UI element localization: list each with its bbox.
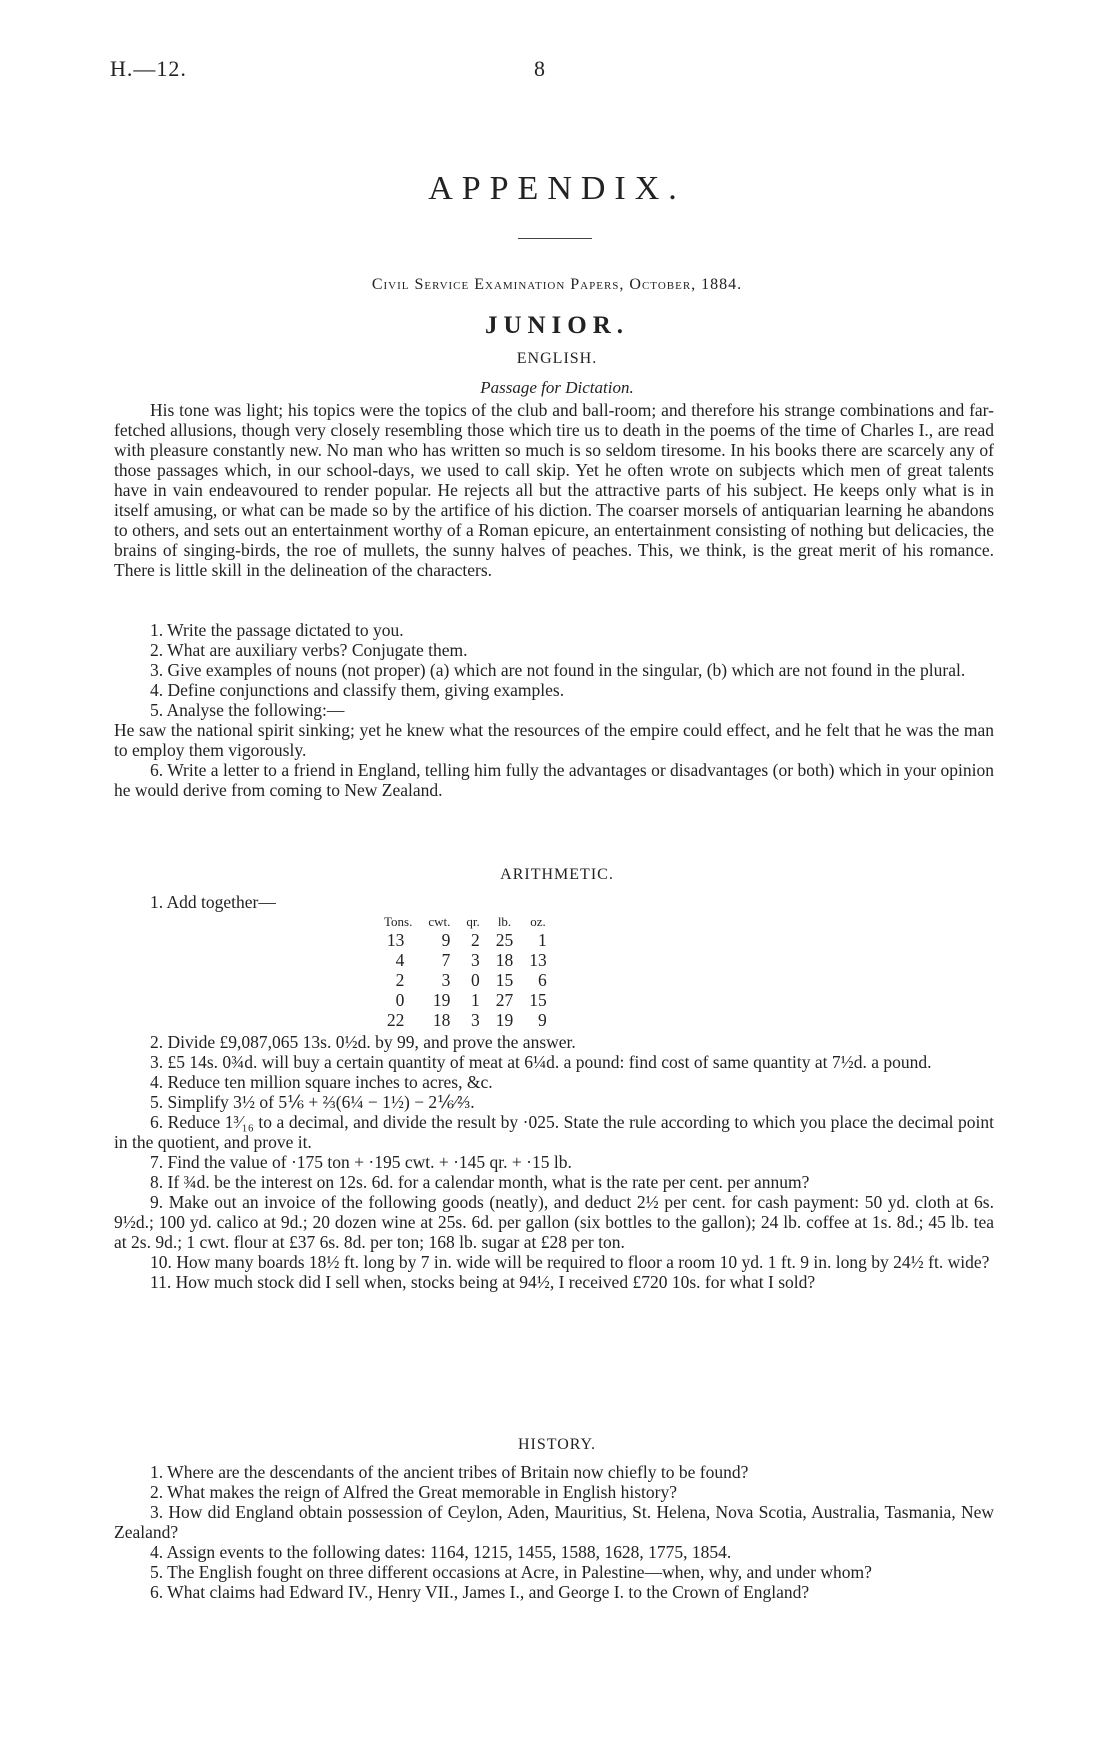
history-question: 3. How did England obtain possession of Ceylon, Aden, Mauritius, St. Helena, Nova Scotia, Australia, Tasmania, New Zealand? — [114, 1502, 994, 1542]
history-heading: HISTORY. — [517, 1436, 597, 1453]
english-heading: ENGLISH. — [516, 350, 598, 367]
english-question: 3. Give examples of nouns (not proper) (a) which are not found in the singular, (b) which are not found in the plural. — [150, 660, 966, 680]
table-row — [376, 950, 555, 970]
subtitle: Civil Service Examination Papers, October, 1884. — [371, 276, 743, 293]
table-cell: 15 — [495, 970, 514, 990]
table-cell: 15 — [529, 990, 547, 1010]
history-questions — [114, 1462, 994, 1602]
table-header-row — [376, 914, 555, 930]
table-cell: 13 — [529, 950, 547, 970]
passage-heading: Passage for Dictation. — [480, 378, 634, 397]
history-question: 1. Where are the descendants of the ancient tribes of Britain now chiefly to be found? — [150, 1462, 749, 1482]
analysis-sentence: He saw the national spirit sinking; yet he knew what the resources of the empire could effect, and he felt that he was the man to employ them vigorously. — [114, 720, 994, 760]
table-cell: 3 — [441, 970, 451, 990]
table-cell: 1 — [538, 930, 547, 950]
arithmetic-question: 7. Find the value of ·175 ton + ·195 cwt. + ·145 qr. + ·15 lb. — [150, 1152, 572, 1172]
table-cell: 18 — [495, 950, 514, 970]
table-cell: 1 — [471, 990, 480, 1010]
table-cell: 18 — [432, 1010, 451, 1030]
arithmetic-heading: ARITHMETIC. — [500, 866, 614, 883]
table-cell: 2 — [395, 970, 405, 990]
table-cell: 0 — [471, 970, 480, 990]
page-title: APPENDIX. — [428, 170, 686, 207]
table-cell: 7 — [441, 950, 451, 970]
dictation-passage — [114, 400, 994, 580]
history-question: 5. The English fought on three different occasions at Acre, in Palestine—when, why, and under whom? — [150, 1562, 872, 1582]
arithmetic-questions — [114, 1032, 994, 1292]
arithmetic-question: 3. £5 14s. 0¾d. will buy a certain quantity of meat at 6¼d. a pound: find cost of same quantity at 7½d. a pound. — [150, 1052, 932, 1072]
table-cell: 25 — [495, 930, 514, 950]
arithmetic-question: 10. How many boards 18½ ft. long by 7 in. wide will be required to floor a room 10 yd. 1 ft. 9 in. long by 24½ ft. wide? — [150, 1252, 990, 1272]
table-row — [376, 970, 555, 990]
arithmetic-question: 9. Make out an invoice of the following goods (neatly), and deduct 2½ per cent. for cash payment: 50 yd. cloth at 6s. 9½d.; 100 yd. calico at 9d.; 20 dozen wine at 25s. 6d. per gallon (six bottles to the gallon); 24 lb. coffee at 1s. 8d.; 45 lb. tea at 2s. 9d.; 1 cwt. flour at £37 6s. 8d. per ton; 168 lb. sugar at £28 per ton. — [114, 1192, 994, 1252]
english-question: 2. What are auxiliary verbs? Conjugate them. — [150, 640, 468, 660]
table-row — [376, 990, 555, 1010]
column-header: oz. — [530, 914, 546, 929]
title-divider — [518, 238, 592, 239]
table-row — [376, 930, 555, 950]
table-cell: 19 — [432, 990, 451, 1010]
table-cell: 22 — [386, 1010, 405, 1030]
history-question: 4. Assign events to the following dates: 1164, 1215, 1455, 1588, 1628, 1775, 1854. — [150, 1542, 732, 1562]
table-cell: 27 — [495, 990, 514, 1010]
history-question: 2. What makes the reign of Alfred the Great memorable in English history? — [150, 1482, 677, 1502]
arithmetic-question: 8. If ¾d. be the interest on 12s. 6d. for a calendar month, what is the rate per cent. per annum? — [150, 1172, 810, 1192]
table-cell: 9 — [538, 1010, 547, 1030]
english-question: 6. Write a letter to a friend in England, telling him fully the advantages or disadvantages (or both) which in your opinion he would derive from coming to New Zealand. — [114, 760, 994, 800]
table-cell: 2 — [471, 930, 480, 950]
arithmetic-question: 4. Reduce ten million square inches to acres, &c. — [150, 1072, 493, 1092]
column-header: lb. — [497, 914, 512, 929]
table-cell: 19 — [495, 1010, 514, 1030]
arithmetic-question: 2. Divide £9,087,065 13s. 0½d. by 99, and prove the answer. — [150, 1032, 576, 1052]
arithmetic-question: 1. Add together— — [150, 892, 276, 912]
table-cell: 9 — [441, 930, 451, 950]
page-number: 8 — [534, 56, 545, 81]
table-cell: 13 — [386, 930, 405, 950]
table-cell: 3 — [471, 950, 480, 970]
english-question: 4. Define conjunctions and classify them, giving examples. — [150, 680, 565, 700]
table-cell: 3 — [471, 1010, 480, 1030]
column-header: Tons. — [384, 914, 413, 929]
passage-text: His tone was light; his topics were the topics of the club and ball-room; and therefore his strange combinations and far-fetched allusions, though very closely resembling those which tire us to death in the poems of the time of Charles I., are read with pleasure constantly new. No man who has written so much is so seldom tiresome. In his books there are scarcely any of those passages which, in our school-days, we used to call skip. Yet he often wrote on subjects which men of great talents have in vain endeavoured to render popular. He rejects all but the attractive parts of his subject. He keeps only what is in itself amusing, or what can be made so by the artifice of his diction. The coarser morsels of antiquarian learning he abandons to others, and sets out an entertainment worthy of a Roman epicure, an entertainment consisting of nothing but delicacies, the brains of singing-birds, the roe of mullets, the sunny halves of peaches. This, we think, is the great merit of his romance. There is little skill in the delineation of the characters. — [114, 400, 994, 580]
table-cell: 4 — [395, 950, 405, 970]
document-reference: H.—12. — [110, 56, 187, 81]
english-question: 5. Analyse the following:— — [150, 700, 345, 720]
level-heading: JUNIOR. — [484, 312, 630, 339]
table-cell: 6 — [538, 970, 547, 990]
addition-table — [376, 914, 555, 1030]
table-row — [376, 1010, 555, 1030]
arithmetic-question: 6. Reduce 1³⁄₁₆ to a decimal, and divide the result by ·025. State the rule according to which you place the decimal point in the quotient, and prove it. — [114, 1112, 994, 1152]
history-question: 6. What claims had Edward IV., Henry VII., James I., and George I. to the Crown of England? — [150, 1582, 810, 1602]
column-header: cwt. — [428, 914, 451, 929]
english-questions — [114, 620, 994, 800]
arithmetic-question: 5. Simplify 3½ of 5⅙ + ⅔(6¼ − 1½) − 2⅙⁄⅔. — [150, 1092, 475, 1112]
arithmetic-question: 11. How much stock did I sell when, stocks being at 94½, I received £720 10s. for what I sold? — [150, 1272, 816, 1292]
column-header: qr. — [466, 914, 480, 929]
english-question: 1. Write the passage dictated to you. — [150, 620, 404, 640]
table-cell: 0 — [395, 990, 405, 1010]
